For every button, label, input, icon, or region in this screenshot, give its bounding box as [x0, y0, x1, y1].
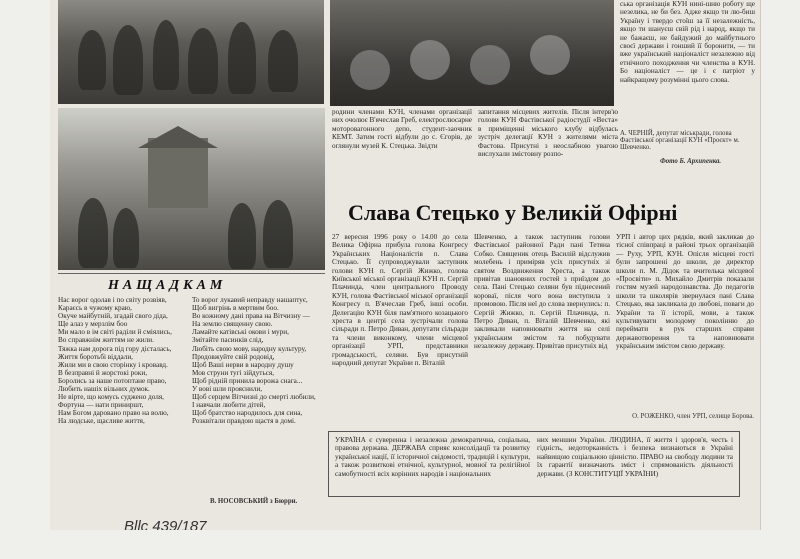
- article-column-2: Шевченко, а також заступник голови Фастівської районної Ради пані Тетяна Собко. Священик отець Василій відслужив молебень і приміряв усіх присутніх зі святом Воздвиження Хреста, а також привітав шановних гостей з приїздом до села. Пані Стецько селяни був піднесений короваї, після чого вона виступила з промовою. Після неї до слова звернулись: п. Сергій Жижко, п. Сергій Плачинда, п. Петро Диван, п. Віталій Шевченко, які закликали наповнювати життя на селі українським змістом та побудувати незалежну державу. Привітав присутніх від: [474, 233, 610, 351]
- poem-heading: НАЩАДКАМ: [108, 278, 227, 293]
- chapel-shape: [148, 138, 208, 208]
- article-signature: О. РОЖЕНКО, член УРП, селище Борова.: [632, 413, 754, 420]
- signature-top-right: А. ЧЕРНІЙ, депутат міськради, голова Фастівської організації КУН «Проєкт» м. Шевченко.: [620, 130, 740, 151]
- caption-top-right: ська організація КУН нині-шню роботу ще незелика, не би без. Адже якщо ти лю-биш Україну і твердо стоїш за її незалежність, якщо ти шануєш свій рід і народ, якщо ти не бажаєш, не байдужий до майбутнього своєї держави і гонший її боронити, — ти вже український націоналіст незалежно від етнічного походження чи членства в КУН. Бо націоналіст — це і є патріот у найкращому розумінні цього слова.: [620, 0, 755, 84]
- crowd-photo: [58, 0, 324, 104]
- article-title: Слава Стецько у Великій Офірні: [348, 200, 678, 225]
- poem-column-1: Нас ворог одолав і по світу розвіяв, Караєсь в чужому краю, Окуче майбутній, згадай свого діда, Ще алаз у мерзлім боо Ми мало в ім світі раділи й сміялись, Во справжнім життям не жили. Тяжка нам дорога під гору дісталась, Життя боротьбі віддали, Жили ми в свою сторінку і кровавд. В безправні й жорстокі роки, Боролись за наше потоптане право, Любить нашіх вільних думок. Не вірте, що комусь суджено доля, Фортуна — нати приниршт, Нам Богом даровано право на волю, На людське, щасливе життя,: [58, 296, 172, 426]
- newspaper-clipping: [50, 0, 761, 530]
- chapel-roof: [138, 126, 218, 148]
- poem-column-2: То ворог лукавий неправду нашаптує, Щоб вигрінь в мертвим боо. Во кожному дані права на Вітчизну — На землю священну свою. Ламайте катівські окови і мури, Змітайте пасинків слід, Любіть свою мову, народну культуру, Продовжуйте свій родовід, Щоб Ваші нерви в народну душу Мов струни тугі зійдуться, Щоб рідній принила ворожа снага... У вові шли прояснили, Щоб серцем Вітчизні до смерті любили, І навчали любити дітей, Щоб братство народилось для сина, Розквітали правдою щастя в домі.: [192, 296, 316, 426]
- constitution-box: [328, 431, 740, 497]
- archive-stamp: Bllc 439/187: [124, 518, 207, 530]
- chapel-photo: [58, 108, 325, 270]
- article-column-1: 27 вересня 1996 року о 14.00 до села Велика Офірна прибула голова Конгресу Українських Націоналістів п. Слава Стецько. Її супроводжували заступник голови КУН п. Сергій Жижко, голова Київської міської організації КУН п. Сергій Плачинда, член центрального Проводу КУН, голова Фастівської міської організації Конгресу п. В'ячеслав Греб, інші особи. Делегацію КУН біля пам'ятного козацького хреста в центрі села зустрічали голова сільради п. Петро Диван, депутати сільради та члени виконкому, члени місцевої організації УРП, представники громадськості, селяни. Був присутній народний депутат України п. Віталій: [332, 233, 468, 368]
- divider-rule: [58, 273, 325, 274]
- poem-signature: В. НОСОВСЬКИЙ з Бюрри.: [210, 498, 298, 505]
- audience-photo: [330, 0, 614, 106]
- constitution-col-2: них меншин України. ЛЮДИНА, її життя і здоров'я, честь і гідність, недоторканність і безпека визнаються в Україні найвищою соціальною цінністю. ПРАВО на свободу людини та їх гарантії визначають зміст і спрямованість діяльності держави. (З КОНСТИТУЦІЇ УКРАЇНИ): [537, 436, 733, 478]
- article-intro-col-a: родини членами КУН, членами організації них очолює В'ячеслав Греб, електрослюсарне моторовагонного депо, студент-заочник КЕМТ. Затим гості відбули до с. Єгорів, де оглянули музей К. Стецька. Звідти: [332, 108, 472, 150]
- constitution-col-1: УКРАЇНА є суверенна і незалежна демократична, соціальна, правова держава. ДЕРЖАВА сприяє консолідації та розвитку української нації, її історичної свідомості, традицій і культури, а також розвиткові етнічної, культурної, мовної та релігійної самобутності всіх корінних народів і національних: [335, 436, 530, 478]
- photo-credit: Фото Б. Архипенка.: [660, 158, 722, 165]
- article-column-3: УРП і автор цих рядків, який закликав до тісної співпраці в районі трьох організацій — Руху, УРП, КУН. Опісля місцеві гості були запрошені до школи, де директор школи п. М. Дідок та вчителька місцевої «Просвіти» п. Михайло Дмитрів показали гостям музей народознавства. До педагогів школи та школярів звернулася пані Слава Стецько, яка закликала до любові, поваги до України та її історії, мови, а також культивувати молодому поколінню до переймати в рук старших справи державотворення та наповнювати українським змістом свою державу.: [616, 233, 754, 351]
- article-intro-col-b: запитання місцевих жителів. Після інтерв'ю голови КУН Фастівської радіостудії «Веста» в приміщенні міського клубу відбулась зустріч делегації КУН з жителями міста Фастова. Присутні з неослабною увагою вислухали змістовну розпо-: [478, 108, 618, 159]
